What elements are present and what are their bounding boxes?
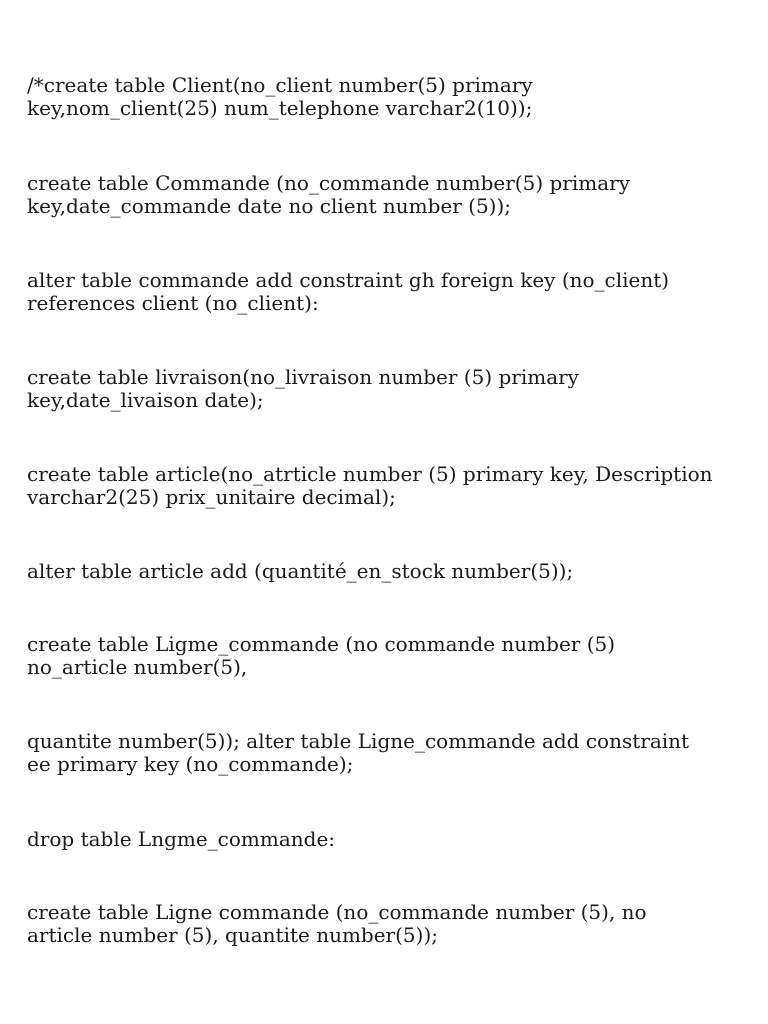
sql-statement-alter-commande: alter table commande add constraint gh foreign key (no_client) references client (no_client):: [27, 268, 670, 315]
sql-statement-drop-table: drop table Lngme_commande:: [27, 827, 336, 851]
sql-statement-alter-ligne-commande: quantite number(5)); alter table Ligne_commande add constraint ee primary key (no_commande);: [27, 729, 690, 776]
sql-statement-create-ligme-commande: create table Ligme_commande (no commande number (5) no_article number(5),: [27, 632, 616, 679]
sql-statement-create-ligne-commande: create table Ligne commande (no_commande number (5), no article number (5), quantite number(5));: [27, 900, 647, 947]
sql-statement-create-article: create table article(no_atrticle number (5) primary key, Description varchar2(25) prix_unitaire decimal);: [27, 462, 713, 509]
sql-statement-alter-article: alter table article add (quantité_en_stock number(5));: [27, 559, 574, 583]
sql-statement-create-livraison: create table livraison(no_livraison number (5) primary key,date_livaison date);: [27, 365, 579, 412]
sql-statement-create-commande: create table Commande (no_commande number(5) primary key,date_commande date no client number (5));: [27, 171, 630, 218]
sql-statement-create-client: /*create table Client(no_client number(5) primary key,nom_client(25) num_telephone varchar2(10));: [27, 73, 533, 120]
